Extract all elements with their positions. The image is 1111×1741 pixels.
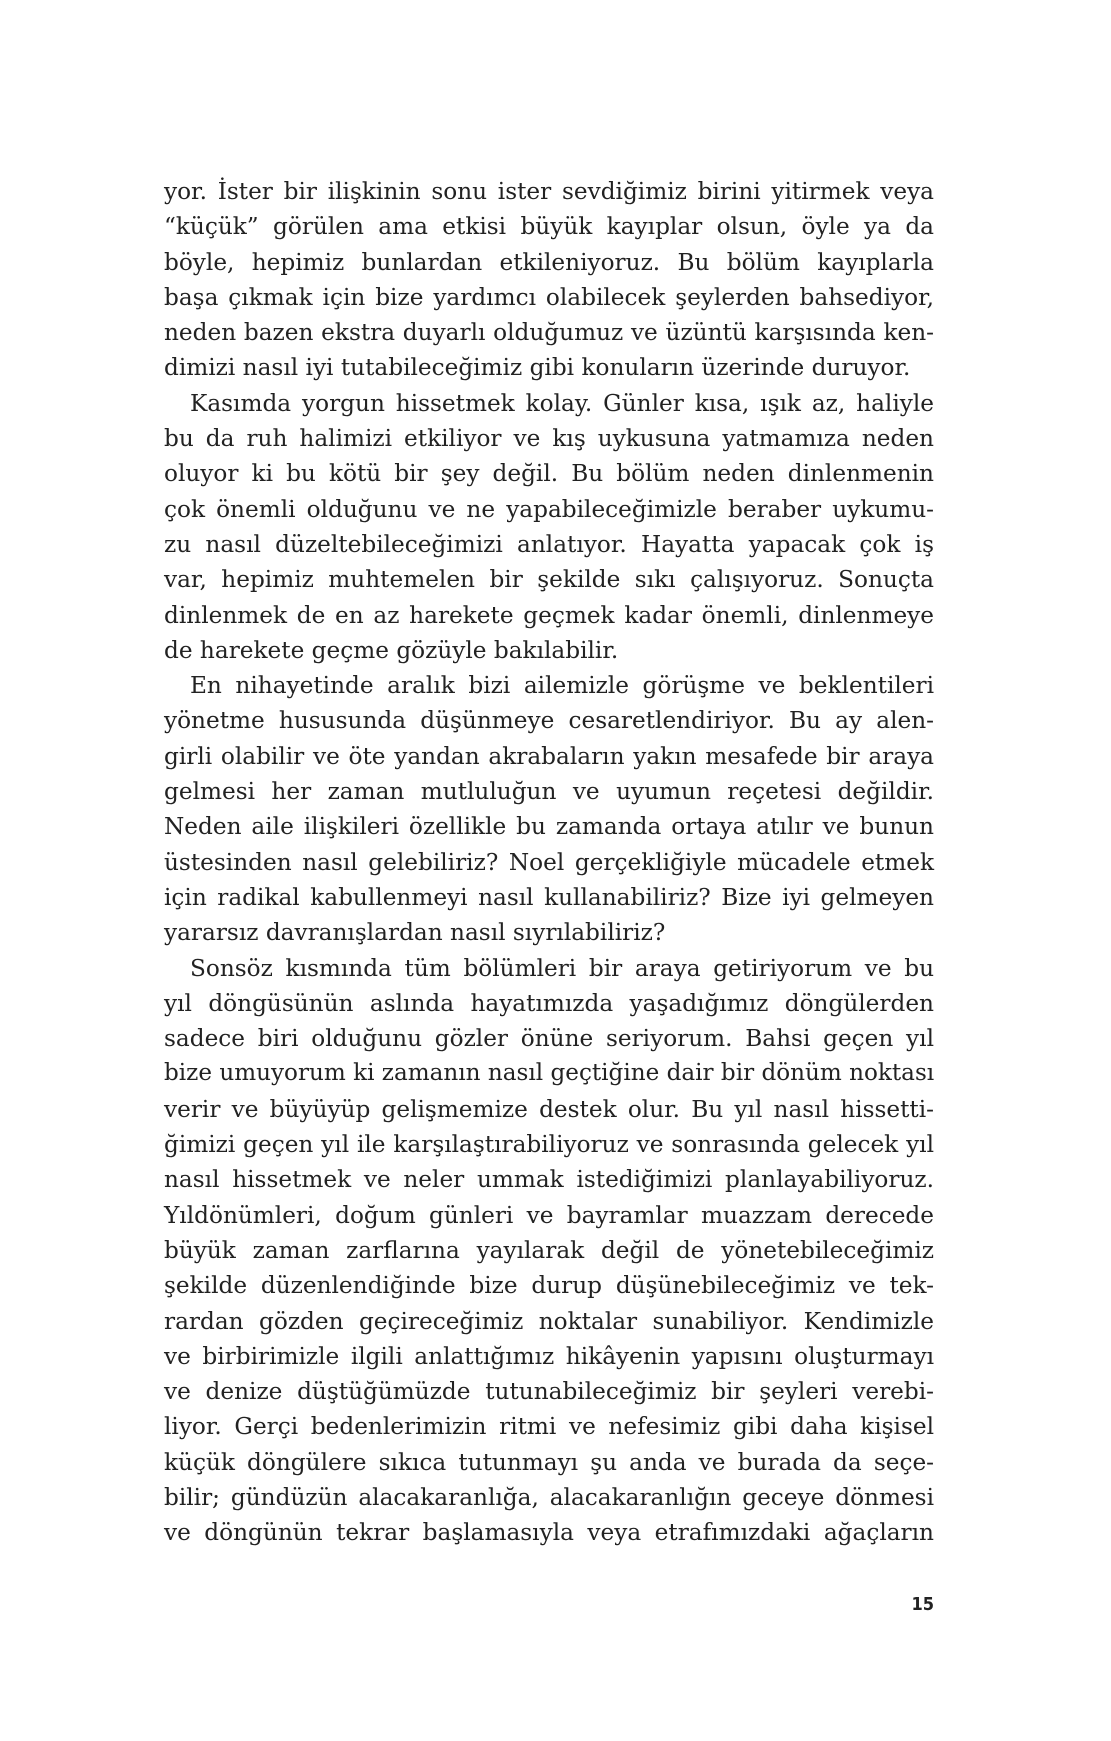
text-line: çok önemli olduğunu ve ne yapabileceğimizle beraber uykumu- [164, 495, 934, 523]
text-line: böyle, hepimiz bunlardan etkileniyoruz. Bu bölüm kayıplarla [164, 248, 934, 276]
text-line: verir ve büyüyüp gelişmemize destek olur. Bu yıl nasıl hissetti- [164, 1095, 934, 1123]
page-number: 15 [911, 1594, 934, 1615]
text-line: nasıl hissetmek ve neler ummak istediğimizi planlayabiliyoruz. [164, 1166, 934, 1194]
text-line: liyor. Gerçi bedenlerimizin ritmi ve nefesimiz gibi daha kişisel [164, 1413, 934, 1441]
text-line: yor. İster bir ilişkinin sonu ister sevdiğimiz birini yitirmek veya [164, 178, 934, 205]
text-line: dinlenmek de en az harekete geçmek kadar önemli, dinlenmeye [164, 601, 934, 629]
text-line: de harekete geçme gözüyle bakılabilir. [164, 636, 619, 664]
text-line: oluyor ki bu kötü bir şey değil. Bu bölüm neden dinlenmenin [164, 460, 934, 488]
text-line: üstesinden nasıl gelebiliriz? Noel gerçekliğiyle mücadele etmek [164, 848, 934, 876]
text-line: “küçük” görülen ama etkisi büyük kayıplar olsun, öyle ya da [164, 213, 934, 241]
text-line: yönetme hususunda düşünmeye cesaretlendiriyor. Bu ay alen- [164, 707, 934, 735]
text-line: gelmesi her zaman mutluluğun ve uyumun reçetesi değildir. [164, 778, 934, 806]
text-line: Sonsöz kısmında tüm bölümleri bir araya getiriyorum ve bu [190, 954, 934, 982]
text-line: sadece biri olduğunu gözler önüne seriyorum. Bahsi geçen yıl [164, 1025, 934, 1053]
text-line: şekilde düzenlendiğinde bize durup düşünebileceğimiz ve tek- [164, 1272, 934, 1300]
text-line: bilir; gündüzün alacakaranlığa, alacakaranlığın geceye dönmesi [164, 1483, 934, 1511]
text-line: dimizi nasıl iyi tutabileceğimiz gibi konuların üzerinde duruyor. [164, 354, 911, 382]
text-line: var, hepimiz muhtemelen bir şekilde sıkı çalışıyoruz. Sonuçta [164, 566, 934, 594]
text-line: En nihayetinde aralık bizi ailemizle görüşme ve beklentileri [190, 672, 934, 700]
text-line: neden bazen ekstra duyarlı olduğumuz ve üzüntü karşısında ken- [164, 319, 934, 347]
text-line: zu nasıl düzeltebileceğimizi anlatıyor. Hayatta yapacak çok iş [164, 530, 934, 558]
text-line: büyük zaman zarflarına yayılarak değil de yönetebileceğimiz [164, 1236, 934, 1264]
text-line: Neden aile ilişkileri özellikle bu zamanda ortaya atılır ve bunun [164, 813, 934, 841]
text-line: bize umuyorum ki zamanın nasıl geçtiğine dair bir dönüm noktası [164, 1060, 935, 1087]
text-line: ve birbirimizle ilgili anlattığımız hikâyenin yapısını oluşturmayı [164, 1342, 934, 1370]
text-line: yararsız davranışlardan nasıl sıyrılabiliriz? [164, 919, 666, 947]
text-line: yıl döngüsünün aslında hayatımızda yaşadığımız döngülerden [164, 989, 934, 1017]
text-line: bu da ruh halimizi etkiliyor ve kış uykusuna yatmamıza neden [164, 425, 934, 453]
text-line: için radikal kabullenmeyi nasıl kullanabiliriz? Bize iyi gelmeyen [164, 883, 934, 911]
text-line: ğimizi geçen yıl ile karşılaştırabiliyoruz ve sonrasında gelecek yıl [164, 1131, 934, 1159]
text-line: ve döngünün tekrar başlamasıyla veya etrafımızdaki ağaçların [164, 1519, 934, 1547]
text-line: rardan gözden geçireceğimiz noktalar sunabiliyor. Kendimizle [164, 1307, 934, 1335]
text-line: küçük döngülere sıkıca tutunmayı şu anda ve burada da seçe- [164, 1448, 934, 1476]
text-line: girli olabilir ve öte yandan akrabaların yakın mesafede bir araya [164, 742, 934, 770]
text-line: Yıldönümleri, doğum günleri ve bayramlar muazzam derecede [164, 1201, 934, 1229]
text-line: Kasımda yorgun hissetmek kolay. Günler kısa, ışık az, haliyle [190, 389, 934, 417]
text-line: başa çıkmak için bize yardımcı olabilecek şeylerden bahsediyor, [164, 283, 934, 311]
body-text [164, 174, 934, 1551]
text-line: ve denize düştüğümüzde tutunabileceğimiz bir şeyleri verebi- [164, 1378, 934, 1406]
